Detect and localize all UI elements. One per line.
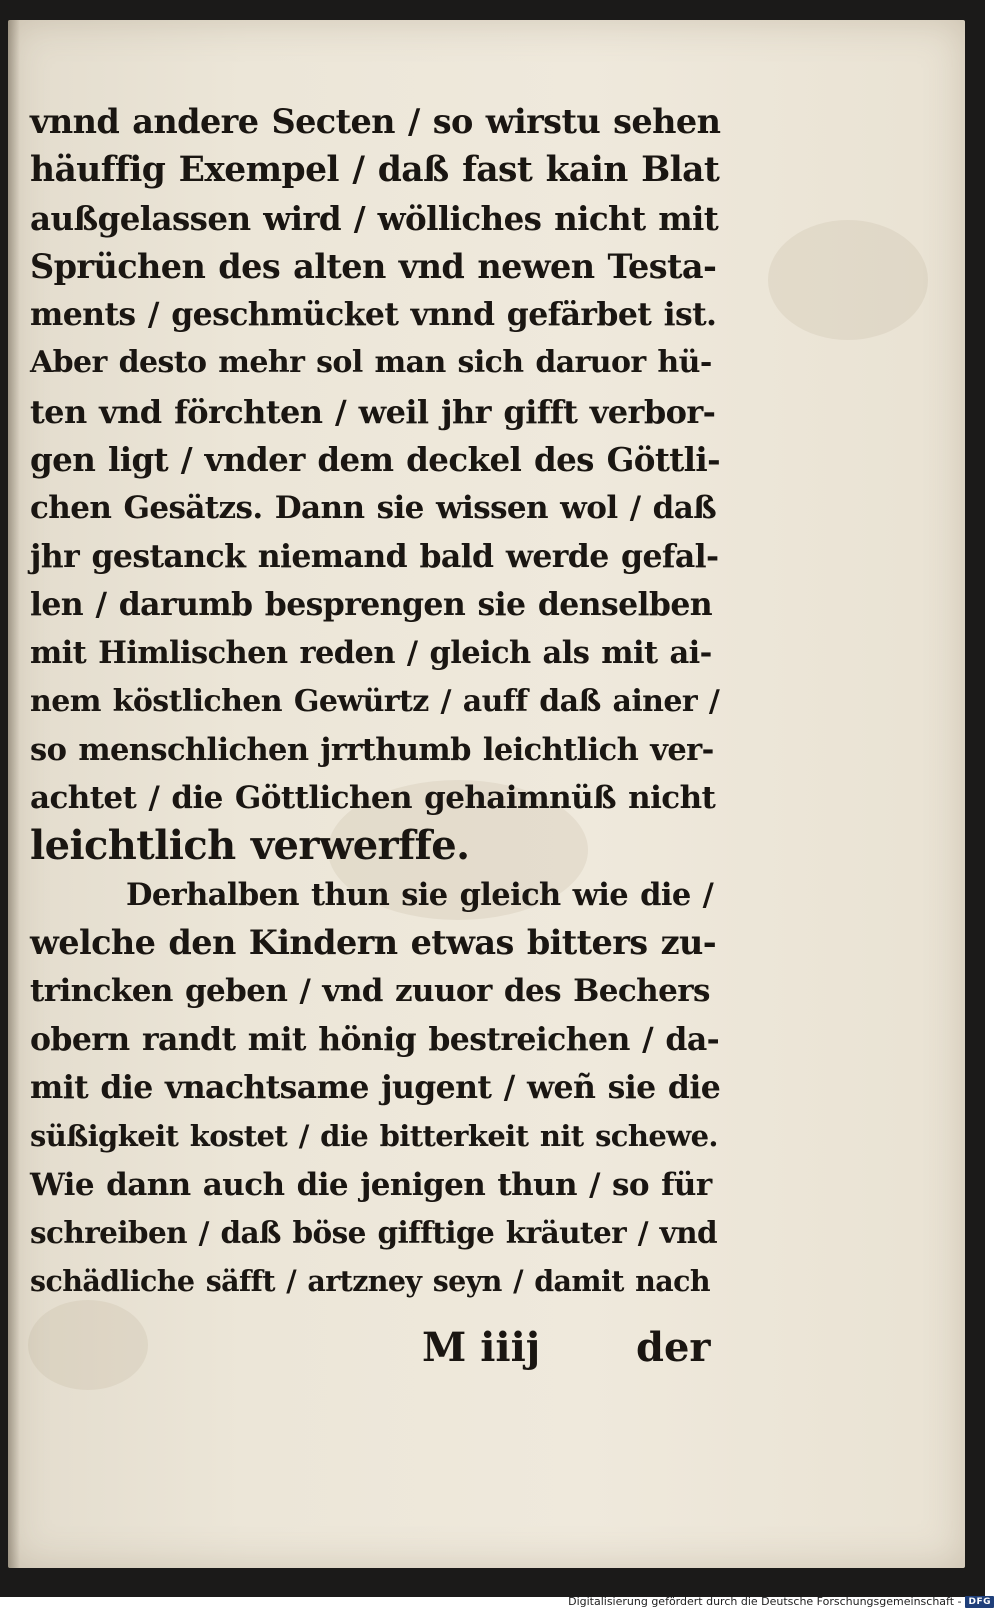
catchword: der xyxy=(636,1324,711,1371)
text-line: mit Himlischen reden / gleich als mit ai- xyxy=(30,635,712,672)
text-line: Aber desto mehr sol man sich daruor hü- xyxy=(30,345,712,381)
text-line: süßigkeit kostet / die bitterkeit nit schewe. xyxy=(30,1119,718,1154)
text-line: vnnd andere Secten / so wirstu sehen xyxy=(30,102,721,141)
paper-stain xyxy=(768,220,928,340)
text-line: ten vnd förchten / weil jhr gifft verbor- xyxy=(30,392,716,431)
text-line: schreiben / daß böse gifftige kräuter / vnd xyxy=(30,1214,717,1250)
text-line: chen Gesätzs. Dann sie wissen wol / daß xyxy=(30,490,717,527)
text-line: obern randt mit hönig bestreichen / da- xyxy=(30,1020,720,1058)
text-line: nem köstlichen Gewürtz / auff daß ainer / xyxy=(30,683,720,719)
signature-mark: M iiij xyxy=(422,1324,541,1371)
dfg-logo-icon: DFG xyxy=(965,1596,994,1608)
credit-text: Digitalisierung gefördert durch die Deutsche Forschungsgemeinschaft - xyxy=(568,1595,962,1608)
text-line: so menschlichen jrrthumb leichtlich ver- xyxy=(30,731,714,768)
digitization-credit xyxy=(568,1595,994,1608)
text-line: gen ligt / vnder dem deckel des Göttli- xyxy=(30,440,721,480)
text-line: achtet / die Göttlichen gehaimnüß nicht xyxy=(30,780,716,817)
text-line: mit die vnachtsame jugent / weñ sie die xyxy=(30,1068,721,1106)
text-line: welche den Kindern etwas bitters zu- xyxy=(30,923,717,963)
text-line: außgelassen wird / wölliches nicht mit xyxy=(30,198,719,238)
text-line: Wie dann auch die jenigen thun / so für xyxy=(30,1166,712,1203)
text-line: jhr gestanck niemand bald werde gefal- xyxy=(30,537,719,575)
text-line: schädliche säfft / artzney seyn / damit nach xyxy=(30,1264,710,1299)
page-foot xyxy=(8,1324,965,1374)
text-line: häuffig Exempel / daß fast kain Blat xyxy=(30,150,720,191)
text-line: Sprüchen des alten vnd newen Testa- xyxy=(30,246,717,286)
text-line: Derhalben thun sie gleich wie die / xyxy=(126,876,714,913)
page-body-text xyxy=(30,98,720,1305)
text-line: leichtlich verwerffe. xyxy=(30,822,470,870)
text-line: trincken geben / vnd zuuor des Bechers xyxy=(30,973,710,1010)
text-line: len / darumb besprengen sie denselben xyxy=(30,585,713,623)
book-page xyxy=(8,20,965,1568)
text-line: ments / geschmücket vnnd gefärbet ist. xyxy=(30,296,717,334)
